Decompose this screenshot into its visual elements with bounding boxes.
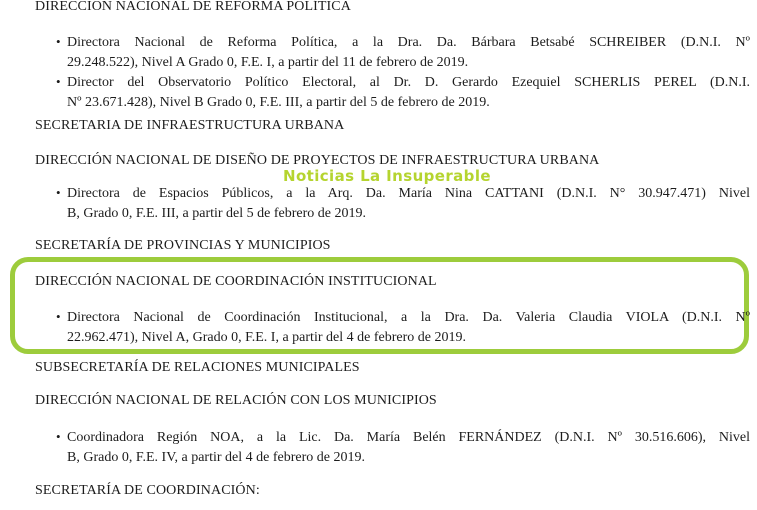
appointment-item-viola bbox=[56, 308, 750, 348]
appointment-line: Directora Nacional de Coordinación Institucional, a la Dra. Da. Valeria Claudia VIOLA (D.N.I. Nº bbox=[67, 310, 750, 325]
section-heading-reforma-politica: DIRECCIÓN NACIONAL DE REFORMA POLÍTICA bbox=[35, 0, 351, 14]
appointment-line: 22.962.471), Nivel A, Grado 0, F.E. I, a partir del 4 de febrero de 2019. bbox=[67, 330, 466, 345]
bullet-icon: • bbox=[56, 185, 61, 200]
appointment-item-cattani bbox=[56, 184, 750, 224]
appointment-line: Directora Nacional de Reforma Política, a la Dra. Da. Bárbara Betsabé SCHREIBER (D.N.I. Nº bbox=[67, 35, 750, 50]
appointment-item-fernandez bbox=[56, 428, 750, 468]
appointment-line: B, Grado 0, F.E. IV, a partir del 4 de febrero de 2019. bbox=[67, 450, 365, 465]
section-heading-provincias-municipios: SECRETARÍA DE PROVINCIAS Y MUNICIPIOS bbox=[35, 238, 331, 253]
appointment-item-scherlis bbox=[56, 73, 750, 113]
appointment-line: Directora de Espacios Públicos, a la Arq. Da. María Nina CATTANI (D.N.I. N° 30.947.471) Nivel bbox=[67, 186, 750, 201]
appointment-line: B, Grado 0, F.E. III, a partir del 5 de febrero de 2019. bbox=[67, 206, 367, 221]
bullet-icon: • bbox=[56, 74, 61, 89]
section-heading-coordinacion-institucional: DIRECCIÓN NACIONAL DE COORDINACIÓN INSTITUCIONAL bbox=[35, 274, 437, 289]
section-heading-coordinacion: SECRETARÍA DE COORDINACIÓN: bbox=[35, 483, 260, 498]
appointment-line: Nº 23.671.428), Nivel B Grado 0, F.E. III, a partir del 5 de febrero de 2019. bbox=[67, 95, 490, 110]
appointment-line: Coordinadora Región NOA, a la Lic. Da. María Belén FERNÁNDEZ (D.N.I. Nº 30.516.606), Nivel bbox=[67, 430, 750, 445]
section-heading-diseno-proyectos: DIRECCIÓN NACIONAL DE DISEÑO DE PROYECTOS DE INFRAESTRUCTURA URBANA bbox=[35, 153, 600, 168]
section-heading-relaciones-municipales: SUBSECRETARÍA DE RELACIONES MUNICIPALES bbox=[35, 360, 360, 375]
bullet-icon: • bbox=[56, 429, 61, 444]
watermark-text: Noticias La Insuperable bbox=[283, 167, 491, 185]
section-heading-relacion-municipios: DIRECCIÓN NACIONAL DE RELACIÓN CON LOS MUNICIPIOS bbox=[35, 393, 437, 408]
bullet-icon: • bbox=[56, 34, 61, 49]
appointment-item-schreiber bbox=[56, 33, 750, 73]
bullet-icon: • bbox=[56, 309, 61, 324]
appointment-line: Director del Observatorio Político Electoral, al Dr. D. Gerardo Ezequiel SCHERLIS PEREL (D.N.I. bbox=[67, 75, 750, 90]
appointment-line: 29.248.522), Nivel A Grado 0, F.E. I, a partir del 11 de febrero de 2019. bbox=[67, 55, 469, 70]
section-heading-infraestructura-urbana: SECRETARIA DE INFRAESTRUCTURA URBANA bbox=[35, 118, 345, 133]
